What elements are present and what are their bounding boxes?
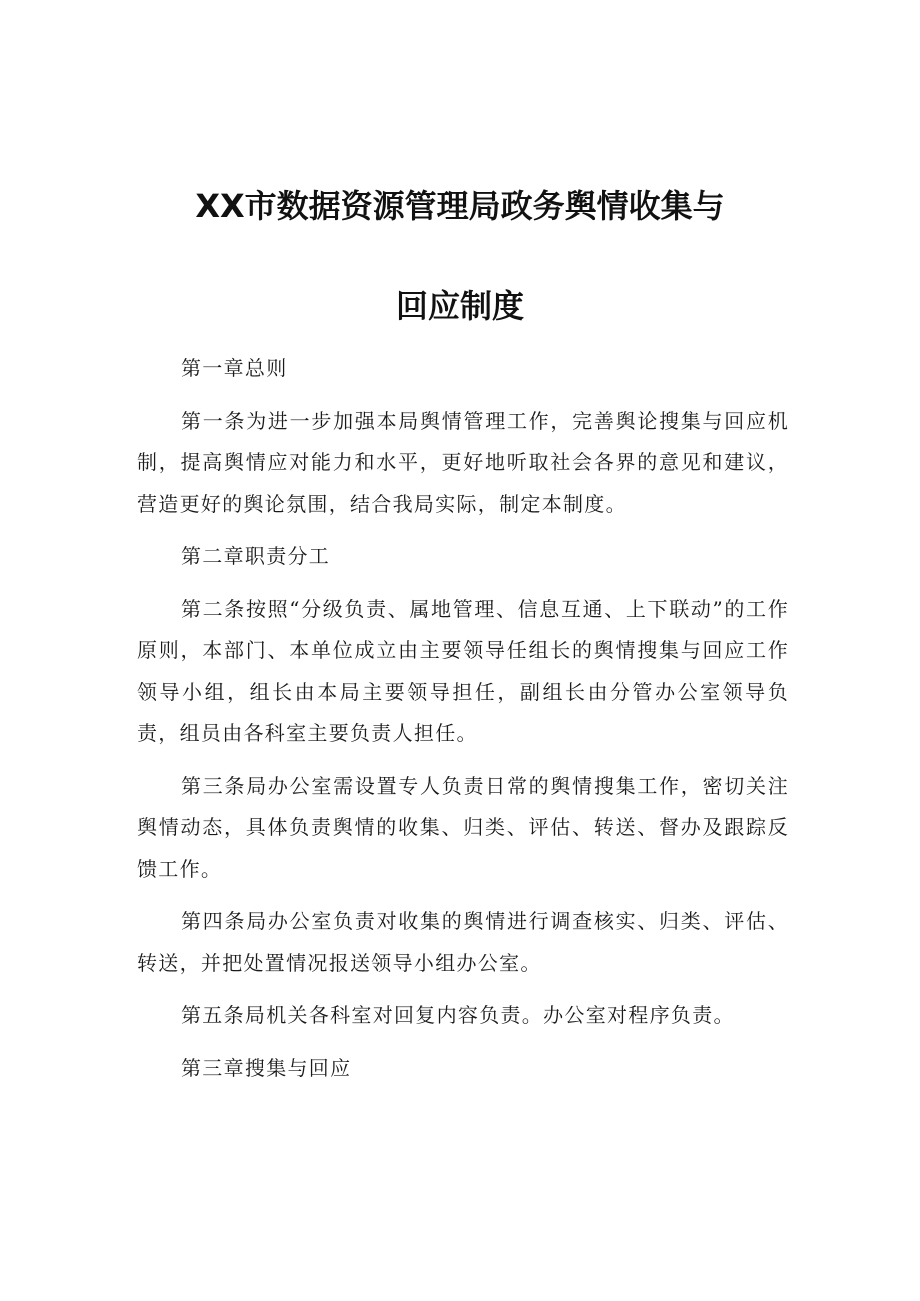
chapter-heading-collection: 第三章搜集与回应: [181, 1055, 352, 1080]
document-title-line2: 回应制度: [395, 287, 524, 325]
chapter-heading-duties: 第二章职责分工: [181, 544, 331, 568]
document-body: [137, 348, 789, 1089]
article-3: 第三条局办公室需设置专人负责日常的舆情搜集工作，密切关注舆情动态，具体负责舆情的收集、归类、评估、转送、督办及跟踪反馈工作。: [137, 773, 789, 881]
article-5: 第五条局机关各科室对回复内容负责。办公室对程序负责。: [181, 1003, 735, 1027]
article-2: 第二条按照“分级负责、属地管理、信息互通、上下联动”的工作原则，本部门、本单位成立由主要领导任组长的舆情搜集与回应工作领导小组，组长由本局主要领导担任，副组长由分管办公室领导负责，组员由各科室主要负责人担任。: [137, 596, 789, 745]
article-4: 第四条局办公室负责对收集的舆情进行调查核实、归类、评估、转送，并把处置情况报送领导小组办公室。: [137, 909, 789, 975]
article-1: 第一条为进一步加强本局舆情管理工作，完善舆论搜集与回应机制，提高舆情应对能力和水平，更好地听取社会各界的意见和建议，营造更好的舆论氛围，结合我局实际，制定本制度。: [137, 408, 789, 516]
chapter-heading-general: 第一章总则: [181, 356, 288, 380]
document-title-line1: XX市数据资源管理局政务舆情收集与: [195, 187, 725, 225]
